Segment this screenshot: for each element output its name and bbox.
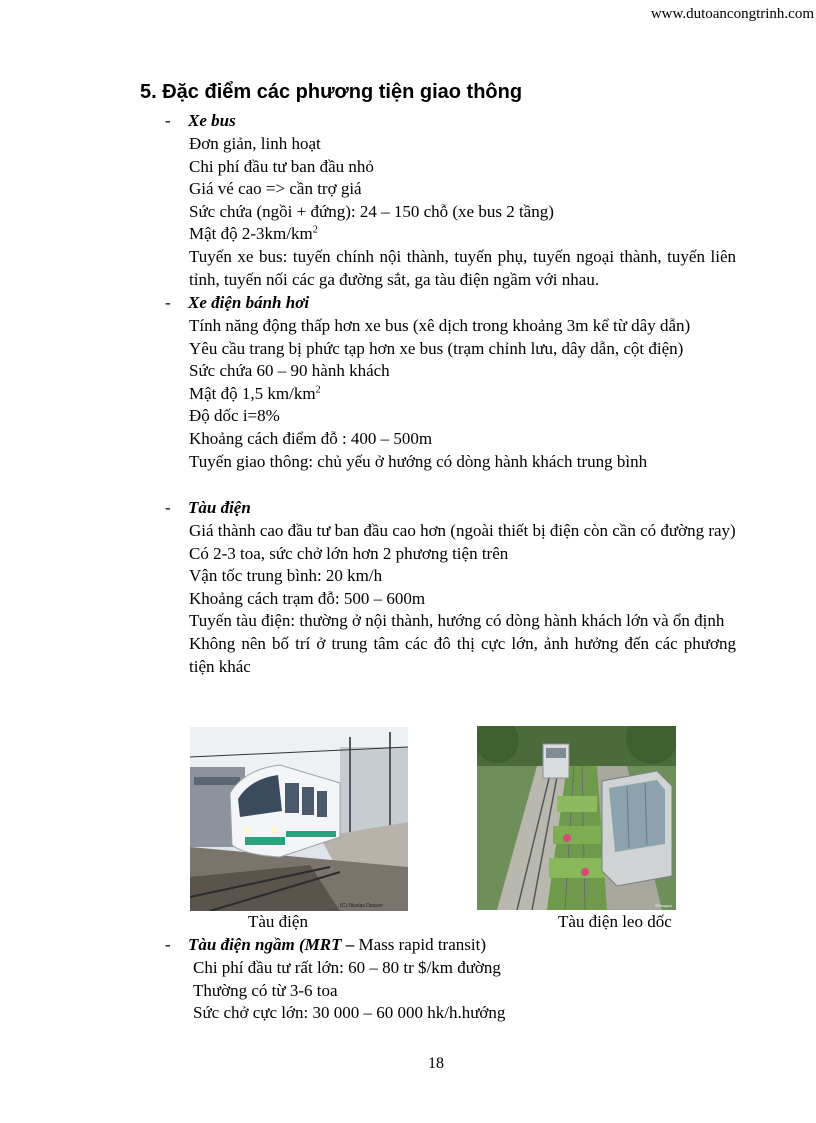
trolleybus-line-5: Độ dốc i=8% (189, 406, 280, 426)
bullet-dash: - (165, 111, 171, 130)
trolleybus-line-4 (189, 383, 736, 406)
trolleybus-line-6: Khoảng cách điểm đỗ : 400 – 500m (189, 428, 433, 448)
tram-line-2: Có 2-3 toa, sức chở lớn hơn 2 phương tiện trên (189, 543, 509, 563)
tram-caption: Tàu điện (248, 912, 308, 931)
bus-details (189, 133, 736, 291)
funicular-illustration (477, 726, 676, 910)
photo-credit: (C) Nicolas Dossier (340, 903, 384, 909)
superscript: 2 (312, 224, 318, 236)
bus-line-3: Giá vé cao => cần trợ giá (189, 179, 362, 199)
bullet-title-tram: Tàu điện (188, 498, 251, 517)
mrt-title-italic: Tàu điện ngầm (MRT (188, 935, 342, 954)
bullet-title-bus: Xe bus (188, 111, 236, 130)
bus-line-6: Tuyến xe bus: tuyến chính nội thành, tuyến phụ, tuyến ngoại thành, tuyến liên tỉnh, tuyến nối các ga đường sắt, ga tàu điện ngầm với nhau. (189, 246, 736, 289)
mrt-line-1: Chi phí đầu tư rất lớn: 60 – 80 tr $/km đường (193, 958, 501, 977)
superscript: 2 (315, 384, 321, 396)
bullet-title-mrt (188, 934, 486, 957)
bus-density-text: Mật độ 2-3km/km (189, 224, 313, 244)
bullet-tram (140, 497, 736, 520)
tram-photo (190, 727, 408, 911)
bullet-trolleybus (140, 292, 736, 315)
tram-line-1: Giá thành cao đầu tư ban đầu cao hơn (ngoài thiết bị điện còn cần có đường ray) (189, 521, 736, 540)
section-heading: 5. Đặc điểm các phương tiện giao thông (140, 81, 523, 103)
tram-line-3: Vận tốc trung bình: 20 km/h (189, 566, 383, 586)
photo-credit: ©Knoppa (655, 903, 672, 908)
bus-line-1: Đơn giản, linh hoạt (189, 134, 321, 153)
page-number: 18 (428, 1055, 444, 1072)
bullet-dash: - (165, 935, 171, 954)
funicular-caption: Tàu điện leo dốc (558, 912, 672, 931)
tram-line-5: Tuyến tàu điện: thường ở nội thành, hướng có dòng hành khách lớn và ổn định (189, 611, 725, 631)
bullet-mrt (140, 934, 736, 957)
bullet-bus (140, 110, 736, 133)
mrt-line-3: Sức chở cực lớn: 30 000 – 60 000 hk/h.hướng (193, 1003, 506, 1023)
tram-line-6: Không nên bố trí ở trung tâm các đô thị cực lớn, ảnh hưởng đến các phương tiện khác (189, 633, 736, 676)
bullet-dash: - (165, 498, 171, 517)
trolleybus-line-1: Tính năng động thấp hơn xe bus (xê dịch trong khoảng 3m kể từ dây dẫn) (189, 316, 691, 335)
tram-details (189, 520, 736, 678)
trolleybus-line-2: Yêu cầu trang bị phức tạp hơn xe bus (trạm chỉnh lưu, dây dẫn, cột điện) (189, 338, 684, 358)
section-trolleybus (140, 292, 736, 473)
site-watermark: www.dutoancongtrinh.com (650, 6, 814, 22)
bus-line-4: Sức chứa (ngồi + đứng): 24 – 150 chỗ (xe bus 2 tầng) (189, 201, 554, 221)
trolleybus-details (189, 315, 736, 473)
mrt-line-2: Thường có từ 3-6 toa (193, 980, 338, 1000)
section-mrt (140, 934, 736, 1025)
bullet-title-trolleybus: Xe điện bánh hơi (188, 293, 310, 312)
tram-line-4: Khoảng cách trạm đỗ: 500 – 600m (189, 588, 426, 608)
mrt-title-rest: Mass rapid transit) (358, 935, 486, 954)
mrt-title-dash: – (341, 935, 359, 954)
bus-line-2: Chi phí đầu tư ban đầu nhỏ (189, 156, 374, 176)
section-bus (140, 110, 736, 291)
funicular-photo (477, 726, 676, 910)
section-tram (140, 497, 736, 678)
bus-line-5 (189, 223, 736, 246)
trolleybus-line-3: Sức chứa 60 – 90 hành khách (189, 361, 390, 381)
tram-illustration (190, 727, 408, 911)
mrt-details (193, 957, 736, 1025)
bullet-dash: - (165, 293, 171, 312)
trolleybus-line-7: Tuyến giao thông: chủ yếu ở hướng có dòng hành khách trung bình (189, 451, 648, 471)
trolleybus-density-text: Mật độ 1,5 km/km (189, 383, 316, 403)
